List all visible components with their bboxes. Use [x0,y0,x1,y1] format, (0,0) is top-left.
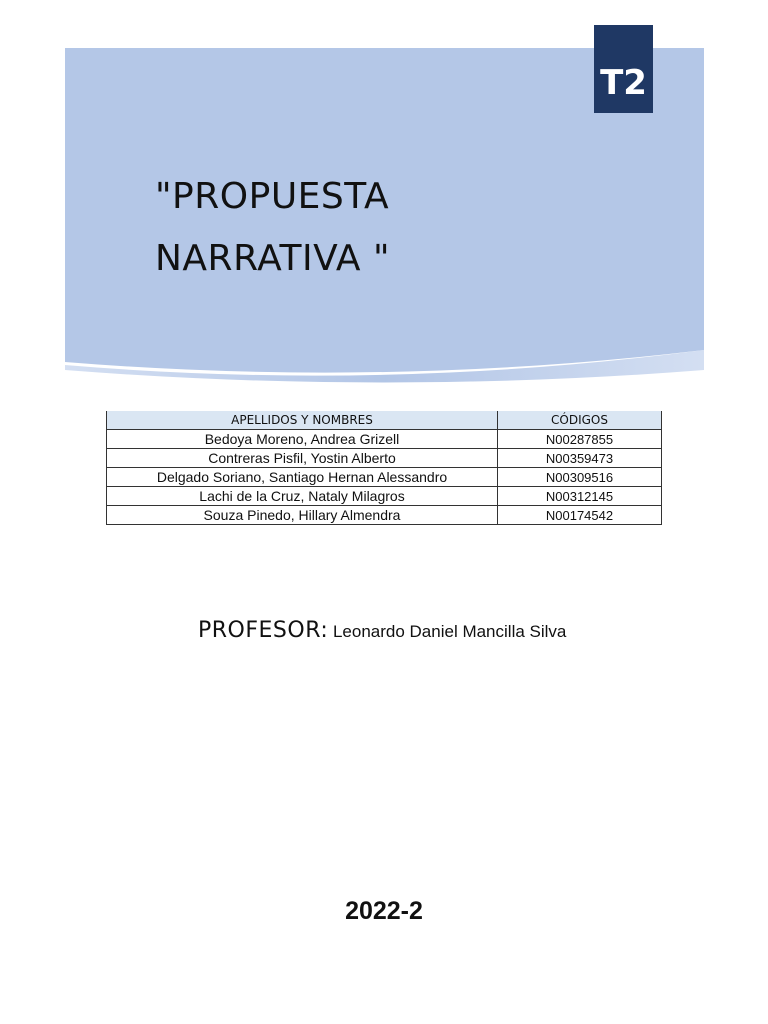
table-row [107,468,662,487]
member-code: N00287855 [498,430,662,449]
member-name: Souza Pinedo, Hillary Almendra [107,506,498,525]
professor-line [198,618,566,643]
member-name: Delgado Soriano, Santiago Hernan Alessandro [107,468,498,487]
table-header-row [107,411,662,430]
member-code: N00174542 [498,506,662,525]
table-row [107,506,662,525]
professor-label: PROFESOR: [198,618,329,643]
cover-banner [0,0,768,400]
academic-period: 2022-2 [345,897,423,925]
table-row [107,487,662,506]
professor-name: Leonardo Daniel Mancilla Silva [328,622,567,641]
member-name: Lachi de la Cruz, Nataly Milagros [107,487,498,506]
header-codes: CÓDIGOS [498,411,662,430]
member-code: N00359473 [498,449,662,468]
table-row [107,430,662,449]
member-code: N00312145 [498,487,662,506]
title-line-1: "PROPUESTA [155,176,390,217]
title-line-2: NARRATIVA " [155,238,391,279]
assignment-badge: T2 [594,25,653,113]
members-table [106,411,662,525]
member-name: Bedoya Moreno, Andrea Grizell [107,430,498,449]
member-name: Contreras Pisfil, Yostin Alberto [107,449,498,468]
table-row [107,449,662,468]
header-names: APELLIDOS Y NOMBRES [107,411,498,430]
member-code: N00309516 [498,468,662,487]
document-title [155,166,575,290]
